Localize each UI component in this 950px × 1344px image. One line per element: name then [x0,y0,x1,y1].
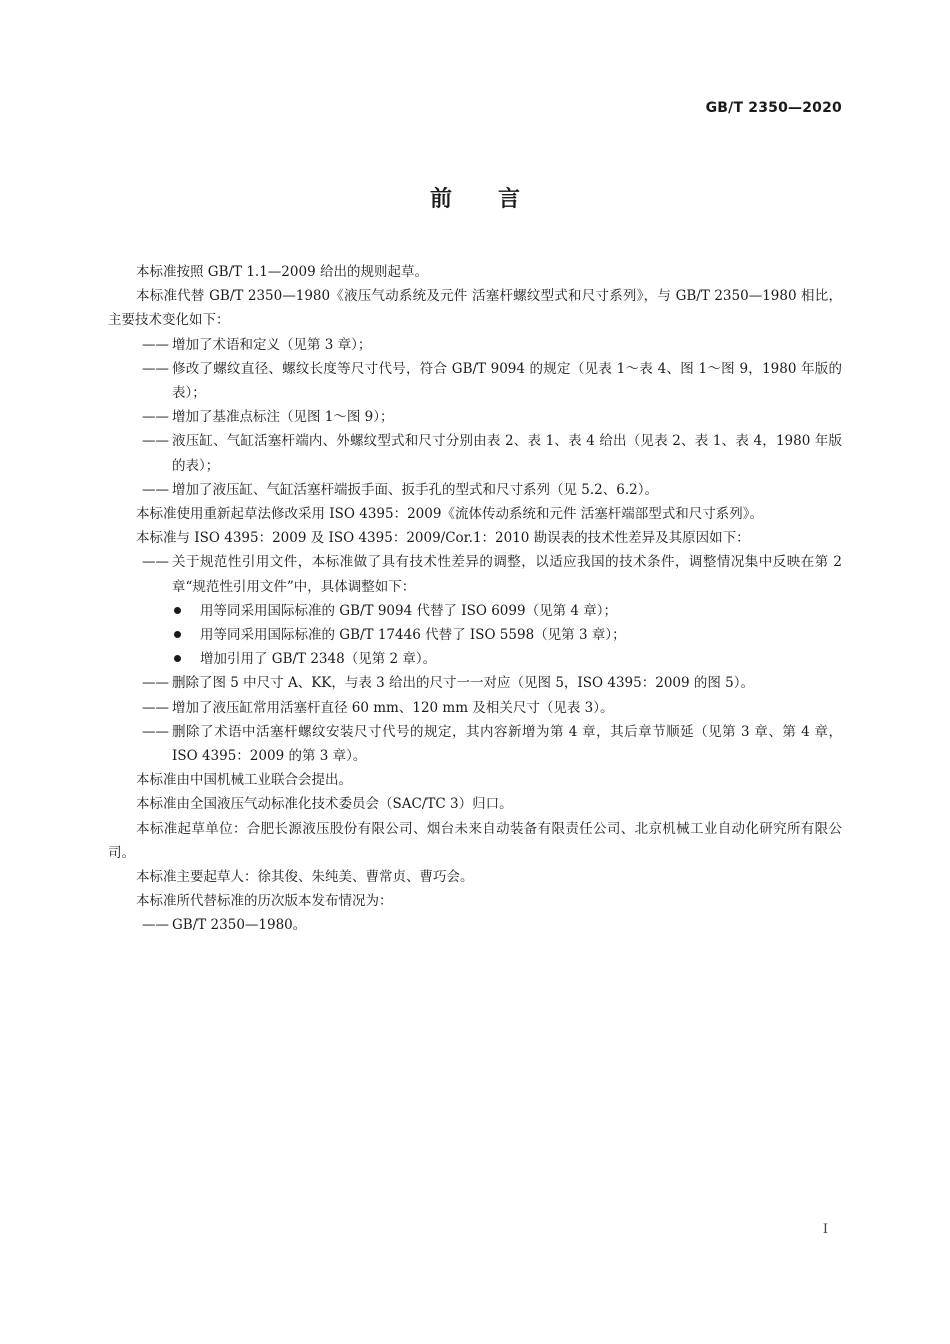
paragraph: 本标准由中国机械工业联合会提出。 [136,772,352,789]
paragraph: 本标准使用重新起草法修改采用 ISO 4395：2009《流体传动系统和元件 活塞杆端部型式和尺寸系列》。 [136,506,763,523]
diff-item [108,696,842,720]
change-item-text: 增加了术语和定义（见第 3 章）； [172,336,372,353]
paragraph: 本标准由全国液压气动标准化技术委员会（SAC/TC 3）归口。 [136,796,513,813]
paragraph: 本标准代替 GB/T 2350—1980《液压气动系统及元件 活塞杆螺纹型式和尺寸系列》，与 GB/T 2350—1980 相比，主要技术变化如下： [108,288,842,329]
paragraph: 本标准主要起草人：徐其俊、朱纯美、曹常贞、曹巧会。 [136,869,474,886]
change-item [108,405,842,429]
dash-mark: —— [142,917,169,934]
dash-mark: —— [142,554,169,571]
history-item-text: GB/T 2350—1980。 [172,917,307,934]
paragraph: 本标准与 ISO 4395：2009 及 ISO 4395：2009/Cor.1：2010 勘误表的技术性差异及其原因如下： [136,530,750,547]
paragraph: 本标准起草单位：合肥长源液压股份有限公司、烟台未来自动装备有限责任公司、北京机械工业自动化研究所有限公司。 [108,820,842,861]
bullet-item-text: 用等同采用国际标准的 GB/T 17446 代替了 ISO 5598（见第 3 章）； [200,627,626,644]
bullet-item-text: 增加引用了 GB/T 2348（见第 2 章）。 [200,651,437,668]
paragraph: 本标准所代替标准的历次版本发布情况为： [136,893,393,910]
diff-item-text: 关于规范性引用文件，本标准做了具有技术性差异的调整，以适应我国的技术条件，调整情况集中反映在第 2 章“规范性引用文件”中，具体调整如下： [172,554,842,595]
dash-mark: —— [142,723,169,740]
change-item [108,429,842,477]
standard-code: GB/T 2350—2020 [705,100,842,116]
dash-mark: —— [142,433,169,450]
bullet-dot-icon [174,655,181,662]
change-item [108,357,842,405]
bullet-dot-icon [174,607,181,614]
document-body [108,260,842,938]
dash-mark: —— [142,675,169,692]
history-item [108,913,842,937]
diff-item-text: 删除了图 5 中尺寸 A、KK，与表 3 给出的尺寸一一对应（见图 5，ISO 4395：2009 的图 5）。 [172,675,755,692]
dash-mark: —— [142,481,169,498]
bullet-item [108,599,842,623]
change-item-text: 修改了螺纹直径、螺纹长度等尺寸代号，符合 GB/T 9094 的规定（见表 1～表 4、图 1～图 9，1980 年版的表）； [172,360,842,402]
bullet-item [108,647,842,671]
paragraph: 本标准按照 GB/T 1.1—2009 给出的规则起草。 [136,264,428,280]
change-item-text: 液压缸、气缸活塞杆端内、外螺纹型式和尺寸分别由表 2、表 1、表 4 给出（见表 2、表 1、表 4，1980 年版的表）； [172,433,842,474]
page-title: 前言 [429,187,566,212]
diff-item [108,671,842,695]
dash-mark: —— [142,360,169,377]
bullet-dot-icon [174,631,181,638]
change-item [108,478,842,502]
diff-item-text: 增加了液压缸常用活塞杆直径 60 mm、120 mm 及相关尺寸（见表 3）。 [172,699,614,716]
dash-mark: —— [142,336,169,353]
bullet-item [108,623,842,647]
dash-mark: —— [142,699,169,716]
change-item-text: 增加了基准点标注（见图 1～图 9）； [172,409,394,426]
diff-item [108,720,842,768]
change-item-text: 增加了液压缸、气缸活塞杆端扳手面、扳手孔的型式和尺寸系列（见 5.2、6.2）。 [172,481,658,498]
diff-item [108,550,842,598]
bullet-item-text: 用等同采用国际标准的 GB/T 9094 代替了 ISO 6099（见第 4 章）； [200,602,617,619]
diff-item-text: 删除了术语中活塞杆螺纹安装尺寸代号的规定，其内容新增为第 4 章，其后章节顺延（见第 3 章、第 4 章，ISO 4395：2009 的第 3 章）。 [172,723,842,765]
dash-mark: —— [142,409,169,426]
page-number: I [822,1222,828,1237]
change-item [108,333,842,357]
